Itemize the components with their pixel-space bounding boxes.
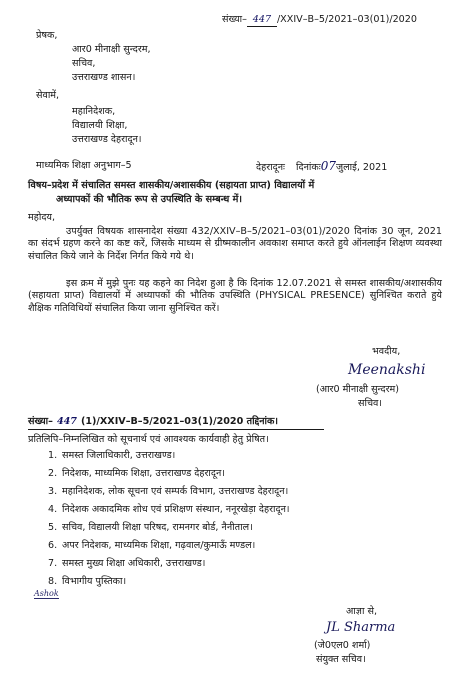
list-item-text: निदेशक, माध्यमिक शिक्षा, उत्तराखण्ड देहरादून। <box>62 468 225 479</box>
paragraph-2-text: इस क्रम में मुझे पुनः यह कहने का निदेश हुआ है कि दिनांक 12.07.2021 से समस्त शासकीय/अशासकीय (सहायता प्राप्त) विद्यालयों में अध्यापकों की भौतिक उपस्थिति (PHYSICAL PRESENCE) सुनिश्चित कराते हुये शैक्षिक गतिविधियों संचालित किया जाना सुनिश्चित करें। <box>28 278 442 314</box>
order-label: आज्ञा से, <box>346 606 378 617</box>
list-item <box>48 486 288 498</box>
handwritten-day: 07 <box>320 159 337 173</box>
copy-number <box>28 416 278 428</box>
list-item-text: विभागीय पुस्तिका। <box>62 576 127 587</box>
date-place: देहरादूनः <box>256 162 285 173</box>
handwritten-copy-number: 447 <box>56 416 77 427</box>
list-item-number: 4. <box>48 504 58 515</box>
date-month-year: जुलाई, 2021 <box>336 162 388 173</box>
closing-name: (आर0 मीनाक्षी सुन्दरम) <box>316 384 400 395</box>
sender-title: सचिव, <box>72 58 96 69</box>
list-item-text: महानिदेशक, लोक सूचना एवं सम्पर्क विभाग, उत्तराखण्ड देहरादून। <box>62 486 289 497</box>
closing-yours: भवदीय, <box>372 346 401 357</box>
list-item-number: 6. <box>48 540 58 551</box>
salutation: महोदय, <box>28 212 56 223</box>
list-item-number: 7. <box>48 558 58 569</box>
sender-name: आर0 मीनाक्षी सुन्दरम, <box>72 44 151 55</box>
signature-joint-secretary: JL Sharma <box>326 620 396 635</box>
copy-number-prefix: संख्या– <box>28 416 53 427</box>
list-item-number: 3. <box>48 486 58 497</box>
recipient-place: उत्तराखण्ड देहरादून। <box>72 134 142 145</box>
sender-org: उत्तराखण्ड शासन। <box>72 72 136 83</box>
list-item-text: समस्त जिलाधिकारी, उत्तराखण्ड। <box>62 450 176 461</box>
handwritten-number: 447 <box>247 14 277 27</box>
letter-number-suffix: /XXIV–B–5/2021–03(01)/2020 <box>276 14 417 25</box>
list-item <box>48 522 253 534</box>
copy-number-suffix: (1)/XXIV–B–5/2021–03(1)/2020 तद्दिनांक। <box>80 416 279 427</box>
list-item-number: 1. <box>48 450 58 461</box>
sender-label: प्रेषक, <box>36 30 58 41</box>
section-name: माध्यमिक शिक्षा अनुभाग–5 <box>36 160 132 171</box>
order-name: (जे0एल0 शर्मा) <box>314 640 371 651</box>
list-item <box>48 468 225 480</box>
recipient-title: महानिदेशक, <box>72 106 116 117</box>
date-label: दिनांकः <box>296 162 321 173</box>
recipient-label: सेवामें, <box>36 90 60 101</box>
letter-number <box>222 14 417 27</box>
list-item-text: समस्त मुख्य शिक्षा अधिकारी, उत्तराखण्ड। <box>62 558 206 569</box>
list-item <box>48 450 175 462</box>
letter-number-prefix: संख्या– <box>222 14 247 25</box>
list-item-number: 2. <box>48 468 58 479</box>
list-item-text: अपर निदेशक, माध्यमिक शिक्षा, गढ़वाल/कुमाऊँ मण्डल। <box>62 540 256 551</box>
signature-secretary: Meenakshi <box>348 362 426 378</box>
list-item <box>48 504 290 516</box>
copy-intro: प्रतिलिपि–निम्नलिखित को सूचनार्थ एवं आवश्यक कार्यवाही हेतु प्रेषित। <box>28 434 269 445</box>
order-title: संयुक्त सचिव। <box>316 654 366 665</box>
copy-number-underline <box>28 429 324 430</box>
paragraph-1 <box>28 226 442 263</box>
list-item <box>48 576 126 588</box>
list-item <box>48 558 205 570</box>
recipient-dept: विद्यालयी शिक्षा, <box>72 120 128 131</box>
list-item <box>48 540 255 552</box>
paragraph-2 <box>28 278 442 315</box>
list-item-text: सचिव, विद्यालयी शिक्षा परिषद, रामनगर बोर्ड, नैनीताल। <box>62 522 253 533</box>
closing-title: सचिव। <box>358 398 383 409</box>
subject-line-2: अध्यापकों की भौतिक रूप से उपस्थिति के सम्बन्ध में। <box>56 194 242 205</box>
list-item-number: 8. <box>48 576 58 587</box>
list-item-text: निदेशक अकादमिक शोध एवं प्रशिक्षण संस्थान, ननूरखेड़ा देहरादून। <box>62 504 290 515</box>
subject-line-1: विषय–प्रदेश में संचालित समस्त शासकीय/अशासकीय (सहायता प्राप्त) विद्यालयों में <box>28 180 315 191</box>
list-item-number: 5. <box>48 522 58 533</box>
date-line <box>256 160 387 174</box>
paragraph-1-text: उपर्युक्त विषयक शासनादेश संख्या 432/XXIV–B–5/2021–03(01)/2020 दिनांक 30 जून, 2021 का संदर्भ ग्रहण करने का कष्ट करें, जिसके माध्यम से ग्रीष्मकालीन अवकाश समाप्त करते हुये ऑनलाईन शिक्षण व्यवस्था संचालित किये जाने के निर्देश निर्गत किये गये थे। <box>28 226 442 262</box>
margin-note: Ashok <box>34 589 59 598</box>
